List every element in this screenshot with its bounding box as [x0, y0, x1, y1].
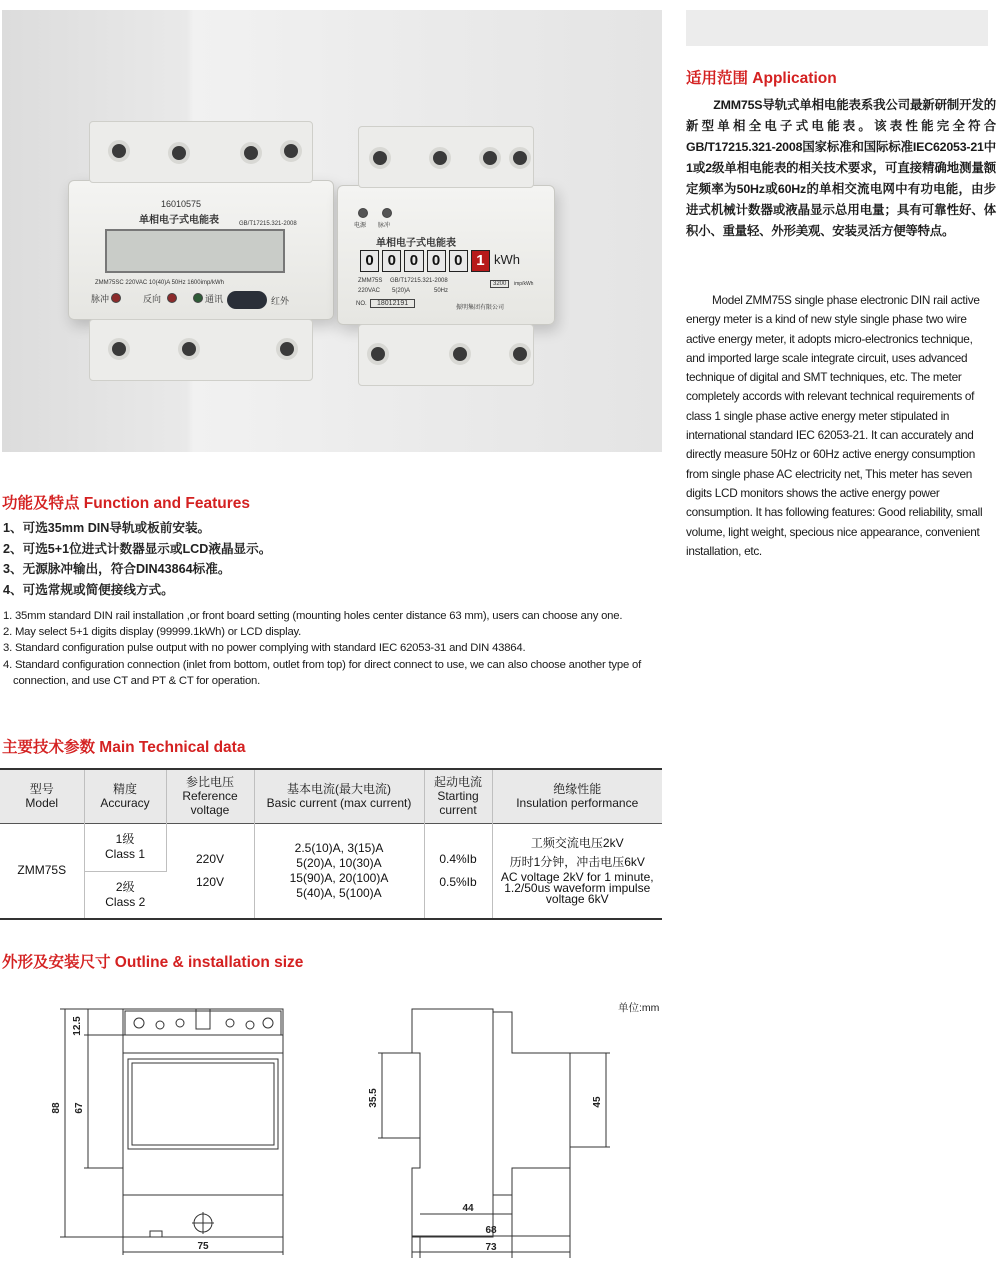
reverse-label: 反向	[143, 294, 162, 304]
dim-front-inner: 67	[74, 1102, 85, 1114]
dim-front-height: 88	[51, 1102, 62, 1114]
application-text-en: Model ZMM75S single phase electronic DIN rail active energy meter is a kind of new style single phase two wire active energy meter, it adopts micro-electronics technique, and imported large scale integrate circuit, uses advanced technique of digital and SMT techniques, etc. The meter completely accords with relevant technical requirements of class 1 single phase active energy meter stipulated in international standard IEC 62053-21. It can accurately and directly measure 50Hz or 60Hz active energy consumption from single phase AC electricity net, This meter has seven digits LCD monitors shows the active energy power consumption. It has following features: Good reliability, small volume, light weight, specious nice appearance, convenient installation, etc.	[686, 293, 983, 558]
table-header: 基本电流(最大电流) Basic current (max current)	[254, 769, 424, 823]
product-photo	[2, 10, 662, 452]
meter-voltage: 220VAC	[358, 288, 380, 294]
serial-no-value: 18012191	[370, 299, 415, 308]
infrared-port	[227, 291, 267, 309]
power-label: 电源	[354, 223, 367, 229]
pulse-label: 脉冲	[378, 223, 391, 229]
table-header: 起动电流 Starting current	[424, 769, 492, 823]
front-shoulder	[123, 1035, 283, 1053]
dim-side-44: 44	[462, 1203, 474, 1214]
front-window	[128, 1059, 278, 1149]
table-header: 精度 Accuracy	[84, 769, 166, 823]
list-item: 4、可选常规或简便接线方式。	[3, 582, 174, 597]
list-item: 1. 35mm standard DIN rail installation ,or front board setting (mounting holes center distance 63 mm), users can choose any one.	[3, 610, 623, 622]
maker-label: 振明集团有限公司	[456, 305, 505, 311]
serial-no-label: NO.	[356, 301, 367, 307]
list-item: 2. May select 5+1 digits display (99999.1kWh) or LCD display.	[3, 626, 302, 639]
list-item: 1、可选35mm DIN导轨或板前安装。	[3, 521, 211, 535]
side-view-outline	[412, 1009, 570, 1237]
accuracy-cell: 1级 Class 1	[84, 823, 166, 871]
meter-top-terminal	[358, 126, 534, 188]
counter-meter	[337, 185, 555, 325]
table-row	[0, 823, 662, 871]
features-title: 功能及特点 Function and Features	[2, 495, 251, 512]
accuracy-cell: 2级 Class 2	[105, 879, 146, 909]
mechanical-counter	[360, 250, 490, 272]
outline-title: 外形及安装尺寸 Outline & installation size	[2, 954, 304, 971]
counter-digit: 0	[360, 250, 379, 272]
dim-side-68: 68	[485, 1225, 497, 1236]
table-header-row	[0, 769, 662, 823]
table-header: 参比电压 Reference voltage	[166, 769, 254, 823]
dim-front-top: 12.5	[72, 1016, 83, 1036]
counter-digit: 0	[382, 250, 401, 272]
tech-title: 主要技术参数 Main Technical data	[2, 739, 246, 756]
voltage-cell: 220V 120V	[166, 823, 254, 919]
unit-label: 单位:mm	[618, 1002, 660, 1014]
meter-name: 单相电子式电能表	[376, 238, 456, 249]
meter-bottom-terminal	[89, 319, 313, 381]
features-en-list	[3, 608, 663, 689]
outline-drawing	[0, 990, 680, 1277]
application-text-zh: ZMM75S导轨式单相电能表系我公司最新研制开发的新型单相全电子式电能表。该表性能完全符合GB/T17215.321-2008国家标准和国际标准IEC62053-21中1或2级单相电能表的相关技术要求，可直接精确地测量额定频率为50Hz或60Hz的单相交流电网中有功电能，由步进式机械计数器或液晶显示总用电量；具有可靠性好、体积小、重量轻、外形美观、安装灵活方便等特点。	[686, 98, 996, 238]
meter-model: ZMM75S	[358, 278, 383, 284]
meter-freq: 50Hz	[434, 288, 449, 294]
meter-bottom-terminal	[358, 324, 534, 386]
features-zh-list	[3, 518, 603, 600]
meter-standard: GB/T17215.321-2008	[239, 221, 297, 227]
lcd-meter	[68, 180, 334, 320]
dim-side-73: 73	[485, 1242, 497, 1253]
pulse-label: 脉冲	[91, 294, 110, 304]
counter-digit: 1	[471, 250, 490, 272]
kwh-label: kWh	[494, 252, 520, 267]
meter-imp: 3200	[490, 280, 509, 288]
meter-rating: ZMM75SC 220VAC 10(40)A 50Hz 1600imp/kWh	[95, 280, 224, 286]
list-item: 3、无源脉冲输出，符合DIN43864标准。	[3, 562, 231, 576]
dim-side-mid: 35.5	[368, 1088, 379, 1108]
lcd-display	[105, 229, 285, 273]
list-item: 2、可选5+1位进式计数器显示或LCD液晶显示。	[3, 541, 272, 556]
header-bar	[686, 10, 988, 46]
comm-label: 通讯	[205, 294, 224, 304]
current-cell: 2.5(10)A, 3(15)A 5(20)A, 10(30)A 15(90)A, 20(100)A 5(40)A, 5(100)A	[254, 823, 424, 919]
meter-imp-unit: imp/kWh	[514, 281, 534, 287]
table-header: 型号 Model	[0, 769, 84, 823]
list-item: 4. Standard configuration connection (inlet from bottom, outlet from top) for direct connect to use, we can also choose another type of connection, and use CT and PT & CT for operation.	[3, 658, 642, 687]
starting-current-cell: 0.4%Ib 0.5%Ib	[424, 823, 492, 919]
meter-standard: GB/T17215.321-2008	[390, 278, 448, 284]
model-cell: ZMM75S	[0, 823, 84, 919]
meter-current: 5(20)A	[392, 288, 411, 294]
dim-front-width: 75	[197, 1241, 209, 1252]
table-header: 绝缘性能 Insulation performance	[492, 769, 662, 823]
infrared-label: 红外	[271, 296, 290, 306]
list-item: 3. Standard configuration pulse output with no power complying with standard IEC 62053-31 and DIN 43864.	[3, 642, 526, 655]
meter-serial: 16010575	[161, 199, 202, 209]
insulation-cell: 工频交流电压2kV 历时1分钟，冲击电压6kV AC voltage 2kV for 1 minute, 1.2/50us waveform impulse voltage 6kV	[500, 836, 654, 907]
counter-digit: 0	[449, 250, 468, 272]
tech-table	[0, 768, 662, 920]
meter-top-terminal	[89, 121, 313, 183]
front-view-outline	[123, 1009, 283, 1237]
front-top-terminal	[125, 1011, 281, 1035]
counter-digit: 0	[427, 250, 446, 272]
counter-digit: 0	[404, 250, 423, 272]
dim-side-right: 45	[592, 1096, 603, 1108]
front-window-inner	[132, 1063, 274, 1145]
meter-name: 单相电子式电能表	[139, 215, 219, 226]
application-title: 适用范围 Application	[686, 70, 837, 87]
